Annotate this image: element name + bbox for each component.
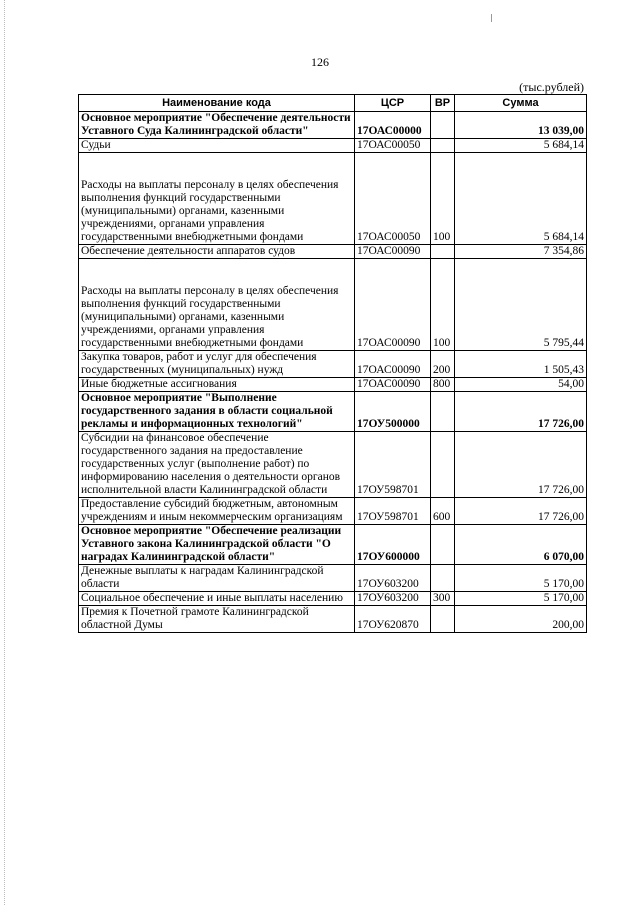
row-vr — [431, 259, 455, 351]
row-csr-text: 17ОУ603200 — [357, 578, 419, 590]
row-csr-text: 17ОУ500000 — [357, 418, 420, 430]
row-sum — [455, 351, 587, 378]
table-row — [79, 498, 587, 525]
row-vr-text: 100 — [433, 337, 451, 349]
row-vr — [431, 525, 455, 565]
row-sum-text: 200,00 — [552, 619, 584, 631]
row-name — [79, 378, 355, 392]
row-name-text: Социальное обеспечение и иные выплаты населению — [81, 592, 343, 604]
row-vr — [431, 498, 455, 525]
row-name — [79, 153, 355, 245]
row-sum-text: 5 684,14 — [543, 139, 584, 151]
row-name-text: Основное мероприятие "Обеспечение деятельности Уставного Суда Калининградской области" — [81, 112, 351, 137]
budget-table — [78, 94, 587, 633]
row-sum — [455, 432, 587, 498]
row-sum-text: 5 684,14 — [543, 231, 584, 243]
row-name — [79, 139, 355, 153]
row-name-text: Основное мероприятие "Выполнение государственного задания в области социальной рекламы и информационных технологий" — [81, 392, 333, 430]
row-csr-text: 17ОАС00090 — [357, 245, 421, 257]
row-name — [79, 351, 355, 378]
row-vr — [431, 378, 455, 392]
row-csr-text: 17ОУ598701 — [357, 484, 419, 496]
row-csr — [355, 592, 431, 606]
row-csr — [355, 525, 431, 565]
row-name — [79, 245, 355, 259]
header-csr: ЦСР — [355, 95, 431, 112]
row-sum-text: 17 726,00 — [538, 511, 584, 523]
row-sum — [455, 259, 587, 351]
row-name-text: Субсидии на финансовое обеспечение государственного задания на предоставление государственных услуг (выполнение работ) по информированию населения о деятельности органов исполнительной власти Калининградской области — [81, 432, 341, 496]
blank-line — [81, 259, 352, 285]
row-vr — [431, 153, 455, 245]
row-csr-text: 17ОАС00000 — [357, 125, 422, 137]
row-csr-text: 17ОАС00050 — [357, 139, 421, 151]
table-row — [79, 245, 587, 259]
page-number: 126 — [311, 55, 329, 69]
scan-edge-marks — [4, 0, 7, 905]
row-vr — [431, 606, 455, 633]
table-row — [79, 351, 587, 378]
row-csr-text: 17ОУ600000 — [357, 551, 420, 563]
row-name-text: Судьи — [81, 139, 111, 151]
row-name-text: Расходы на выплаты персоналу в целях обеспечения выполнения функций государственными (муниципальными) органами, казенными учреждениями, органами управления государственными внебюджетными фондами — [81, 179, 339, 243]
row-vr — [431, 432, 455, 498]
table-header-row — [79, 95, 587, 112]
row-csr-text: 17ОУ620870 — [357, 619, 419, 631]
row-csr — [355, 498, 431, 525]
table-row — [79, 112, 587, 139]
row-sum-text: 1 505,43 — [543, 364, 584, 376]
row-name — [79, 432, 355, 498]
table-row — [79, 606, 587, 633]
row-name-text: Расходы на выплаты персоналу в целях обеспечения выполнения функций государственными (муниципальными) органами, казенными учреждениями, органами управления государственными внебюджетными фондами — [81, 285, 339, 349]
table-row — [79, 153, 587, 245]
units-label: (тыс.рублей) — [519, 80, 584, 94]
row-csr-text: 17ОУ603200 — [357, 592, 419, 604]
row-name-text: Предоставление субсидий бюджетным, автономным учреждениям и иным некоммерческим организациям — [81, 498, 343, 523]
header-name: Наименование кода — [79, 95, 355, 112]
row-name-text: Обеспечение деятельности аппаратов судов — [81, 245, 296, 257]
row-csr-text: 17ОАС00090 — [357, 378, 421, 390]
row-sum-text: 5 795,44 — [543, 337, 584, 349]
row-csr — [355, 351, 431, 378]
row-vr — [431, 245, 455, 259]
row-csr — [355, 432, 431, 498]
table-row — [79, 392, 587, 432]
row-name — [79, 525, 355, 565]
row-vr — [431, 139, 455, 153]
row-sum-text: 54,00 — [558, 378, 584, 390]
row-sum — [455, 565, 587, 592]
row-sum — [455, 606, 587, 633]
table-row — [79, 565, 587, 592]
row-csr-text: 17ОАС00090 — [357, 337, 421, 349]
row-name — [79, 606, 355, 633]
row-csr — [355, 378, 431, 392]
row-sum — [455, 392, 587, 432]
row-csr — [355, 606, 431, 633]
row-vr — [431, 592, 455, 606]
row-name — [79, 112, 355, 139]
row-name — [79, 498, 355, 525]
row-sum-text: 6 070,00 — [543, 551, 584, 563]
row-sum-text: 17 726,00 — [538, 418, 584, 430]
row-sum-text: 13 039,00 — [538, 125, 584, 137]
row-sum — [455, 112, 587, 139]
row-sum — [455, 153, 587, 245]
row-vr-text: 800 — [433, 378, 451, 390]
row-vr — [431, 351, 455, 378]
row-csr — [355, 245, 431, 259]
row-vr — [431, 392, 455, 432]
row-sum — [455, 592, 587, 606]
row-name-text: Денежные выплаты к наградам Калининградской области — [81, 565, 324, 590]
row-csr — [355, 112, 431, 139]
row-vr — [431, 112, 455, 139]
row-csr-text: 17ОАС00050 — [357, 231, 421, 243]
row-name — [79, 592, 355, 606]
row-vr-text: 100 — [433, 231, 451, 243]
row-name-text: Закупка товаров, работ и услуг для обеспечения государственных (муниципальных) нужд — [81, 351, 317, 376]
row-sum-text: 5 170,00 — [543, 578, 584, 590]
row-sum-text: 7 354,86 — [543, 245, 584, 257]
row-sum-text: 17 726,00 — [538, 484, 584, 496]
row-vr — [431, 565, 455, 592]
row-csr — [355, 565, 431, 592]
row-vr-text: 600 — [433, 511, 451, 523]
header-sum: Сумма — [455, 95, 587, 112]
row-name-text: Иные бюджетные ассигнования — [81, 378, 237, 390]
row-vr-text: 300 — [433, 592, 451, 604]
row-csr-text: 17ОАС00090 — [357, 364, 421, 376]
row-name — [79, 565, 355, 592]
table-row — [79, 259, 587, 351]
table-row — [79, 139, 587, 153]
row-name — [79, 259, 355, 351]
row-sum — [455, 378, 587, 392]
row-csr-text: 17ОУ598701 — [357, 511, 419, 523]
table-row — [79, 432, 587, 498]
scan-mark — [491, 14, 492, 22]
table-row — [79, 592, 587, 606]
table-row — [79, 378, 587, 392]
row-sum — [455, 139, 587, 153]
blank-line — [81, 153, 352, 179]
row-name-text: Премия к Почетной грамоте Калининградской областной Думы — [81, 606, 309, 631]
row-csr — [355, 259, 431, 351]
row-name-text: Основное мероприятие "Обеспечение реализации Уставного закона Калининградской области "О наградах Калининградской области" — [81, 525, 342, 563]
row-csr — [355, 139, 431, 153]
row-csr — [355, 153, 431, 245]
row-sum — [455, 525, 587, 565]
row-name — [79, 392, 355, 432]
table-row — [79, 525, 587, 565]
row-sum-text: 5 170,00 — [543, 592, 584, 604]
row-sum — [455, 245, 587, 259]
row-sum — [455, 498, 587, 525]
row-vr-text: 200 — [433, 364, 451, 376]
header-vr: ВР — [431, 95, 455, 112]
row-csr — [355, 392, 431, 432]
